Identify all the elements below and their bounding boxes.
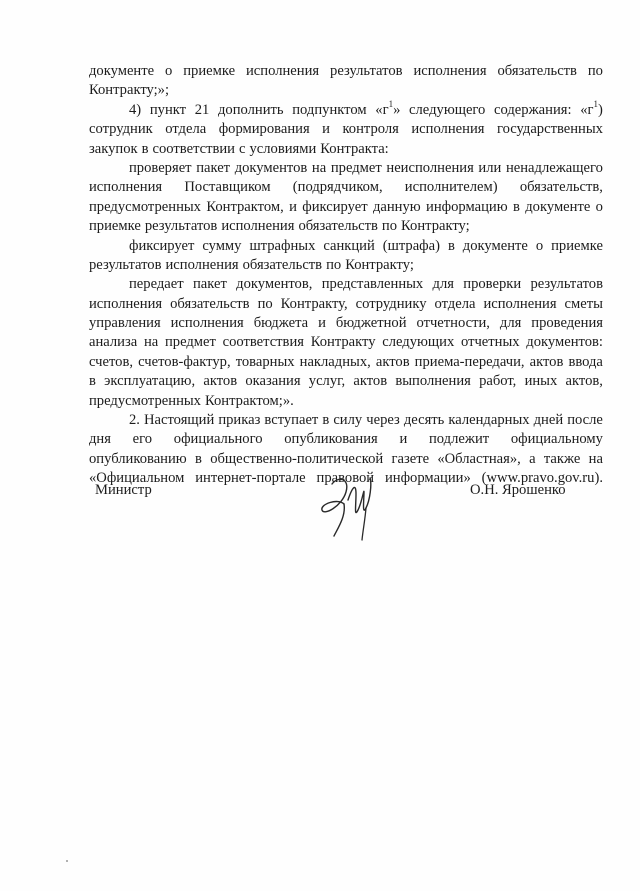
- text-word: официального: [173, 431, 263, 448]
- text-word: результатов: [144, 218, 218, 235]
- text-word: (www.pravo.gov.ru).: [481, 470, 603, 487]
- text-word: работ,: [479, 373, 517, 390]
- text-word: газете: [391, 450, 430, 467]
- text-word: по: [257, 295, 273, 312]
- text-word: обязательств: [242, 256, 323, 273]
- text-word: силу: [333, 412, 363, 429]
- text-word: в: [89, 373, 96, 390]
- text-word: предмет: [164, 334, 216, 351]
- text-line: [89, 392, 603, 411]
- text-word: пакет: [196, 159, 231, 176]
- text-word: приемке: [89, 218, 141, 235]
- text-word: отчетности,: [416, 315, 490, 332]
- text-word: в: [141, 140, 149, 157]
- text-word: соответствии: [152, 140, 235, 157]
- text-word: информации»: [384, 470, 471, 487]
- text-word: приема-передачи,: [414, 353, 525, 370]
- text-fragment: следующего: [409, 101, 486, 118]
- text-line: [89, 372, 603, 391]
- text-line: [89, 430, 603, 449]
- text-word: приказ: [218, 412, 261, 429]
- text-word: обязательств: [298, 218, 378, 235]
- text-word: на: [311, 159, 327, 176]
- text-fragment: 21: [194, 101, 210, 118]
- text-word: с: [239, 140, 246, 157]
- text-word: Контрактом,: [206, 198, 284, 215]
- text-word: для: [499, 315, 522, 332]
- text-word: результатов: [530, 276, 603, 293]
- text-line: [89, 120, 603, 139]
- text-word: передает: [129, 276, 184, 293]
- text-word: в: [512, 198, 520, 215]
- text-word: и: [322, 121, 330, 138]
- text-line: [89, 411, 603, 430]
- text-word: исполнения: [221, 218, 295, 235]
- text-word: закупок: [89, 140, 138, 157]
- text-word: его: [132, 431, 153, 448]
- text-word: на: [588, 450, 603, 467]
- text-word: 2.: [129, 412, 140, 429]
- text-line: [89, 81, 603, 100]
- text-word: эксплуатацию,: [104, 373, 196, 390]
- text-word: отчетных: [460, 334, 520, 351]
- text-word: общественно-политической: [210, 450, 384, 467]
- text-word: вступает: [264, 412, 319, 429]
- text-word: [195, 101, 210, 120]
- text-word: «Официальном: [89, 470, 185, 487]
- text-word: результатов: [89, 256, 162, 273]
- text-fragment: »: [393, 101, 401, 118]
- text-word: правовой: [316, 470, 375, 487]
- text-word: обязательств,: [519, 179, 603, 196]
- text-word: [218, 101, 284, 120]
- text-line: [89, 198, 603, 217]
- text-word: приемке: [551, 237, 603, 254]
- text-word: неисполнения: [386, 159, 474, 176]
- text-word: результатов: [330, 63, 403, 79]
- text-word: Контракту,: [280, 295, 348, 312]
- text-word: контроля: [342, 121, 399, 138]
- text-word: обязательств: [170, 295, 250, 312]
- text-word: исполнения: [411, 121, 485, 138]
- text-word: [375, 98, 401, 120]
- text-word: [150, 101, 186, 120]
- text-word: ненадлежащего: [505, 159, 603, 176]
- text-fragment: 4): [129, 101, 142, 118]
- text-word: о: [165, 63, 173, 79]
- text-line: [89, 450, 603, 469]
- text-word: Поставщиком: [184, 179, 271, 196]
- text-line: [89, 159, 603, 178]
- superscript: 1: [593, 98, 599, 109]
- text-word: документе: [525, 198, 591, 215]
- text-line: [89, 275, 603, 294]
- text-word: оказания: [245, 373, 301, 390]
- text-word: государственных: [496, 121, 603, 138]
- text-word: бюджета: [253, 315, 309, 332]
- text-fragment: «г: [580, 101, 594, 118]
- text-word: документов,: [236, 276, 313, 293]
- text-word: дня: [89, 431, 111, 448]
- text-word: обязательств: [497, 63, 577, 79]
- text-fragment: ): [598, 101, 603, 118]
- text-line: [89, 256, 603, 275]
- text-word: бюджетной: [335, 315, 407, 332]
- text-word: о: [535, 237, 544, 254]
- text-word: «Областная»,: [437, 450, 521, 467]
- text-word: (штрафа): [382, 237, 440, 254]
- text-word: условиями: [249, 140, 317, 157]
- text-word: счетов-фактур,: [138, 353, 231, 370]
- text-word: исполнения: [246, 63, 320, 79]
- text-word: информацию: [426, 198, 508, 215]
- text-word: исполнителем): [404, 179, 498, 196]
- text-word: актов: [353, 373, 388, 390]
- text-word: штрафных: [249, 237, 316, 254]
- text-word: по: [381, 218, 398, 235]
- text-word: формирования: [218, 121, 310, 138]
- superscript: 1: [388, 98, 394, 109]
- text-word: сумму: [202, 237, 242, 254]
- text-word: в: [195, 450, 202, 467]
- text-word: исполнения: [165, 256, 239, 273]
- text-word: календарных: [448, 412, 530, 429]
- text-word: исполнения: [89, 179, 163, 196]
- text-word: в: [447, 237, 455, 254]
- text-fragment: содержания:: [494, 101, 572, 118]
- text-word: услуг,: [308, 373, 346, 390]
- text-word: документе: [462, 237, 528, 254]
- text-word: десять: [403, 412, 445, 429]
- text-word: интернет-портале: [195, 470, 306, 487]
- text-word: после: [567, 412, 603, 429]
- text-word: в: [322, 412, 330, 429]
- text-word: [494, 101, 572, 120]
- text-word: и: [399, 431, 408, 448]
- text-word: ввода: [568, 353, 603, 370]
- text-word: официальному: [510, 431, 603, 448]
- text-line: [89, 314, 603, 333]
- text-word: актов: [529, 353, 564, 370]
- text-line: [89, 237, 603, 256]
- text-word: и: [289, 198, 297, 215]
- text-word: для: [432, 276, 454, 293]
- text-line: [89, 217, 603, 236]
- text-word: опубликования: [284, 431, 378, 448]
- text-word: или: [478, 159, 502, 176]
- text-word: по: [587, 63, 603, 79]
- text-word: данную: [372, 198, 421, 215]
- text-word: отдела: [434, 295, 476, 312]
- text-word: Контрактом;».: [204, 392, 294, 409]
- text-word: Контракту;: [345, 256, 414, 273]
- text-word: подлежит: [428, 431, 490, 448]
- text-word: предмет: [330, 159, 382, 176]
- text-fragment: «г: [375, 101, 389, 118]
- text-word: счетов,: [89, 353, 134, 370]
- text-word: предусмотренных: [89, 392, 201, 409]
- text-word: [292, 101, 366, 120]
- text-word: Контракту;: [401, 218, 470, 235]
- text-word: выполнения: [395, 373, 471, 390]
- signatory-title: Министр: [95, 482, 152, 498]
- text-word: исполнения: [170, 315, 244, 332]
- text-line: [89, 295, 603, 314]
- text-word: исполнения: [413, 63, 487, 79]
- text-line: [89, 98, 603, 120]
- text-word: проверяет: [129, 159, 192, 176]
- text-word: (подрядчиком,: [292, 179, 383, 196]
- text-word: также: [543, 450, 581, 467]
- text-word: сотруднику: [355, 295, 427, 312]
- text-word: сотрудник: [89, 121, 153, 138]
- text-word: товарных: [235, 353, 295, 370]
- text-word: Контракту: [310, 334, 376, 351]
- text-word: проведения: [531, 315, 603, 332]
- text-word: на: [143, 334, 159, 351]
- handwritten-signature: [318, 470, 378, 542]
- text-word: представленных: [321, 276, 424, 293]
- text-word: предусмотренных: [89, 198, 201, 215]
- text-word: [409, 101, 485, 120]
- text-word: фиксирует: [302, 198, 368, 215]
- text-word: а: [529, 450, 536, 467]
- text-word: фиксирует: [129, 237, 195, 254]
- text-word: актов: [203, 373, 238, 390]
- text-word: управления: [89, 315, 161, 332]
- text-word: по: [326, 256, 342, 273]
- text-line: [89, 353, 603, 372]
- text-word: соответствия: [222, 334, 304, 351]
- text-word: актов: [375, 353, 410, 370]
- text-word: накладных,: [299, 353, 371, 370]
- document-body: [89, 62, 603, 489]
- signature-block: [0, 470, 640, 550]
- text-word: актов,: [565, 373, 603, 390]
- text-word: Настоящий: [144, 412, 215, 429]
- text-word: Контракту;»;: [89, 82, 170, 99]
- text-word: [580, 98, 603, 120]
- text-word: исполнения: [89, 295, 163, 312]
- signatory-name: О.Н. Ярошенко: [470, 482, 566, 498]
- text-word: документов: [234, 159, 308, 176]
- text-word: анализа: [89, 334, 138, 351]
- text-word: пакет: [192, 276, 227, 293]
- text-word: о: [595, 198, 603, 215]
- text-word: следующих: [382, 334, 455, 351]
- text-word: отдела: [165, 121, 207, 138]
- text-word: и: [318, 315, 326, 332]
- text-word: документов:: [526, 334, 603, 351]
- text-word: опубликованию: [89, 450, 187, 467]
- text-word: документе: [89, 63, 155, 79]
- text-line: [89, 178, 603, 197]
- text-line: [89, 62, 603, 81]
- text-fragment: дополнить: [217, 101, 284, 118]
- text-word: Контракта:: [320, 140, 389, 157]
- text-word: проверки: [463, 276, 522, 293]
- text-word: приемке: [183, 63, 236, 79]
- text-line: [89, 333, 603, 352]
- text-word: сметы: [564, 295, 603, 312]
- text-word: иных: [524, 373, 558, 390]
- text-fragment: подпунктом: [292, 101, 367, 118]
- text-word: санкций: [323, 237, 375, 254]
- text-word: дней: [533, 412, 564, 429]
- scan-speck: [66, 860, 68, 862]
- text-line: [89, 140, 603, 159]
- text-word: [129, 101, 141, 120]
- text-word: через: [366, 412, 400, 429]
- text-fragment: пункт: [149, 101, 187, 118]
- text-word: исполнения: [483, 295, 557, 312]
